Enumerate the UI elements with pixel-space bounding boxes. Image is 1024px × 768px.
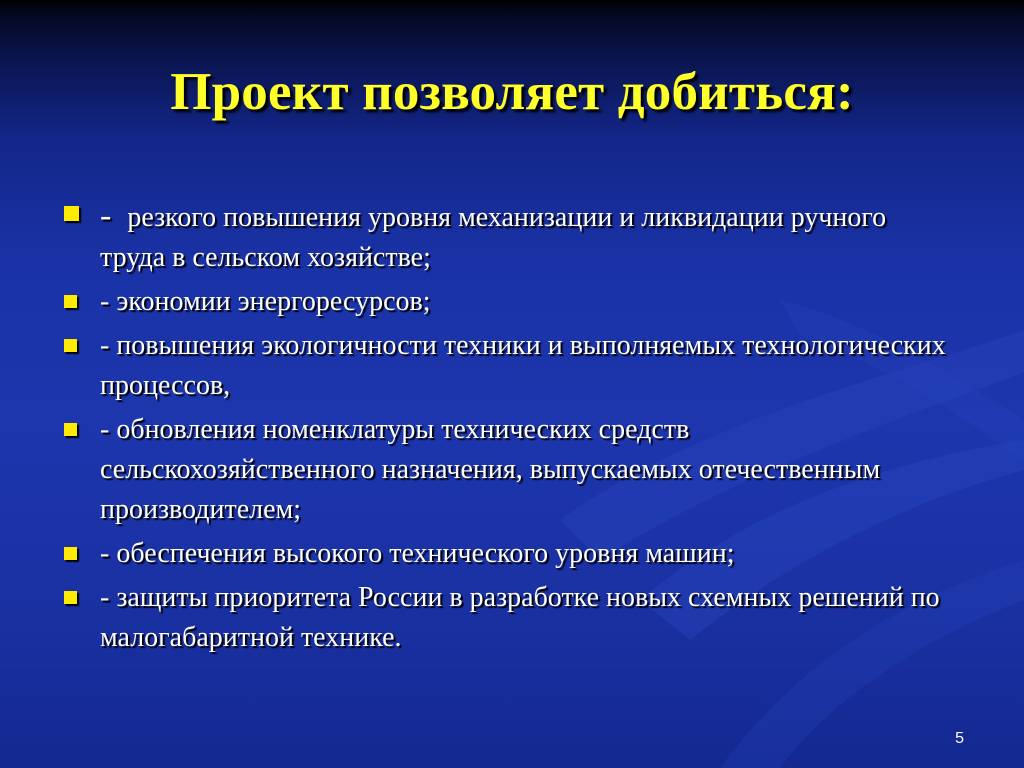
slide-title: Проект позволяет добиться: xyxy=(170,63,854,121)
bullet-text: - обновления номенклатуры технических средств сельскохозяйственного назначения, выпускаемых отечественным производителем; xyxy=(100,414,881,525)
list-item xyxy=(56,410,956,530)
bullet-text: - защиты приоритета России в разработке новых схемных решений по малогабаритной технике. xyxy=(100,582,940,653)
square-bullet-icon xyxy=(64,295,77,308)
square-bullet-icon xyxy=(64,547,77,560)
bullet-dash: - xyxy=(100,197,112,234)
list-item xyxy=(56,282,956,322)
list-item xyxy=(56,326,956,406)
square-bullet-icon xyxy=(64,423,77,436)
bullet-text: - обеспечения высокого технического уровня машин; xyxy=(100,538,735,569)
square-bullet-icon xyxy=(64,591,77,604)
list-item xyxy=(56,578,956,658)
square-bullet-icon xyxy=(64,339,77,352)
page-number: 5 xyxy=(955,730,964,747)
bullet-text: резкого повышения уровня механизации и ликвидации ручного труда в сельском хозяйстве; xyxy=(100,202,887,273)
list-item xyxy=(56,196,956,278)
list-item xyxy=(56,534,956,574)
square-bullet-icon xyxy=(64,206,79,221)
bullet-list xyxy=(56,196,956,662)
bullet-text: - экономии энергоресурсов; xyxy=(100,286,431,317)
bullet-text: - повышения экологичности техники и выполняемых технологических процессов, xyxy=(100,330,946,401)
